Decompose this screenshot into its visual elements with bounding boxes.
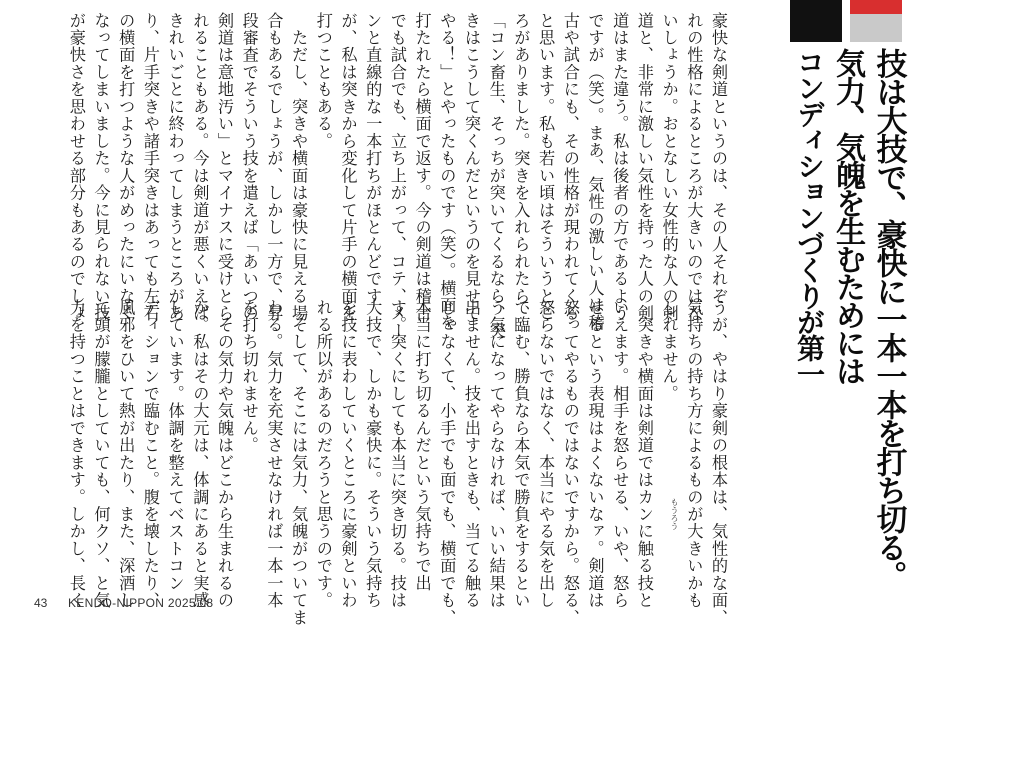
body-column: うが、やはり豪剣の根本は、気性的な面、 (709, 299, 728, 627)
body-column: 道はまた違う。私は後者の方であるよう (610, 12, 630, 323)
black-accent-bar (790, 0, 842, 42)
body-column: わる。気力を充実させなければ一本一本 (264, 299, 284, 610)
body-column: が、私は突きから変化して片手の横面を (338, 12, 358, 323)
body-column: と思います。私も若い頃はそういうとこ (536, 12, 556, 323)
body-column: ですが（笑）。まあ、気性の激しい人は稽 (585, 12, 605, 332)
body-column: 力を持つことはできます。しかし、長く (66, 299, 86, 610)
body-column: か。私はその大元は、体調にあると実感 (190, 299, 210, 610)
body-column: 古や試合にも、その性格が現われてくる (560, 12, 580, 323)
body-column: ディションで臨むこと。腹を壊したり、 (140, 299, 160, 610)
body-column: 道と、非常に激しい気性を持った人の剣 (634, 12, 654, 323)
body-column: 豪快な剣道というのは、その人それぞ (709, 12, 728, 305)
body-column: 本当に打ち切るんだという気持ちで出 (412, 299, 432, 592)
page-number: 43 (34, 596, 48, 610)
headline-line-3: コンディションづくりが第一 (793, 48, 826, 386)
red-accent-bar (850, 0, 902, 14)
body-column: しています。体調を整えてベストコン (165, 299, 185, 592)
body-column: きれいごとに終わってしまうところがあ (165, 12, 185, 323)
body-column: す。突くにしても本当に突き切る。技は (387, 299, 407, 610)
body-column: り、片手突きや諸手突きはあっても左右 (140, 12, 160, 323)
body-column: が豪快さを思わせる部分もあるのでしょ (66, 12, 86, 323)
body-column: 気持ちの持ち方によるものが大きいかも (684, 299, 704, 610)
body-column: れの性格によるところが大きいのではな (684, 12, 704, 323)
body-column: 大技で、しかも豪快に。そういう気持ち (363, 299, 383, 610)
headline-line-2: 気力、気魄を生むためには (830, 48, 865, 384)
body-column: いえます。相手を怒らせる、いや、怒ら (610, 299, 630, 610)
body-column: 怒らないではなく、本当にやる気を出し (536, 299, 556, 610)
body-column: そして、そこには気力、気魄がついてま (289, 299, 309, 627)
body-column: ただし、突きや横面は豪快に見える場 (289, 12, 309, 323)
body-column: 段審査でそういう技を遣えば「あいつの (239, 12, 259, 323)
body-column: やる！」とやったものです（笑）。横面を (437, 12, 457, 332)
body-column: 怒ってやるものではないですから。怒る、 (560, 299, 580, 627)
body-column: なってしまいました。今に見られない技 (91, 12, 111, 323)
magazine-issue: KENDO-NIPPON 2025.08 (68, 596, 214, 610)
body-column: 出ません。技を出すときも、当てる触る (462, 299, 481, 610)
furigana-ruby: もうろう (670, 498, 679, 530)
body-column: 「コン畜生、そっちが突いてくるなら、突 (486, 12, 506, 340)
body-column: 合もあるでしょうが、しかし一方で、昇 (264, 12, 284, 323)
body-column: いしょうか。おとなしい女性的な人の剣 (659, 12, 679, 323)
body-column: ろがありました。突きを入れられたら、 (511, 12, 531, 323)
body-column: その気力や気魄はどこから生まれるの (215, 299, 234, 610)
body-column: れる所以があるのだろうと思うのです。 (313, 299, 333, 610)
body-column: う気になってやらなければ、いい結果は (486, 299, 506, 610)
body-column: れることもある。今は剣道が悪くいえば (190, 12, 210, 323)
body-column: しれません。 (659, 299, 679, 403)
gray-accent-bar (850, 14, 902, 42)
body-column: きはこうして突くんだというのを見せて (462, 12, 481, 323)
body-column: でも試合でも、立ち上がって、コテ、メー (387, 12, 407, 340)
body-column: て頭が朦朧としていても、何クソ、と気 (91, 299, 111, 610)
body-column: の横面を打つような人がめったにいなく (116, 12, 136, 323)
body-column: 打つこともある。 (313, 12, 333, 150)
body-column: を打ち切れません。 (239, 299, 259, 455)
body-column: 突きや横面は剣道ではカンに触る技と (634, 299, 654, 610)
body-column: ンと直線的な一本打ちがほとんどです (363, 12, 383, 305)
body-column: て臨む、勝負なら本気で勝負をするとい (511, 299, 531, 610)
body-column: 打たれたら横面で返す。今の剣道は稽古 (412, 12, 432, 323)
body-column: 風邪をひいて熱が出たり、また、深酒し (116, 299, 136, 610)
body-column: じゃなくて、小手でも面でも、横面でも、 (437, 299, 457, 627)
headline-line-1: 技は大技で、豪快に一本一本を打ち切る。 (871, 48, 907, 589)
body-column: 剣道は意地汚い」とマイナスに受けとら (215, 12, 234, 323)
body-column: を技に表わしていくところに豪剣といわ (338, 299, 358, 610)
body-column: せるという表現はよくないなァ。剣道は (585, 299, 605, 610)
